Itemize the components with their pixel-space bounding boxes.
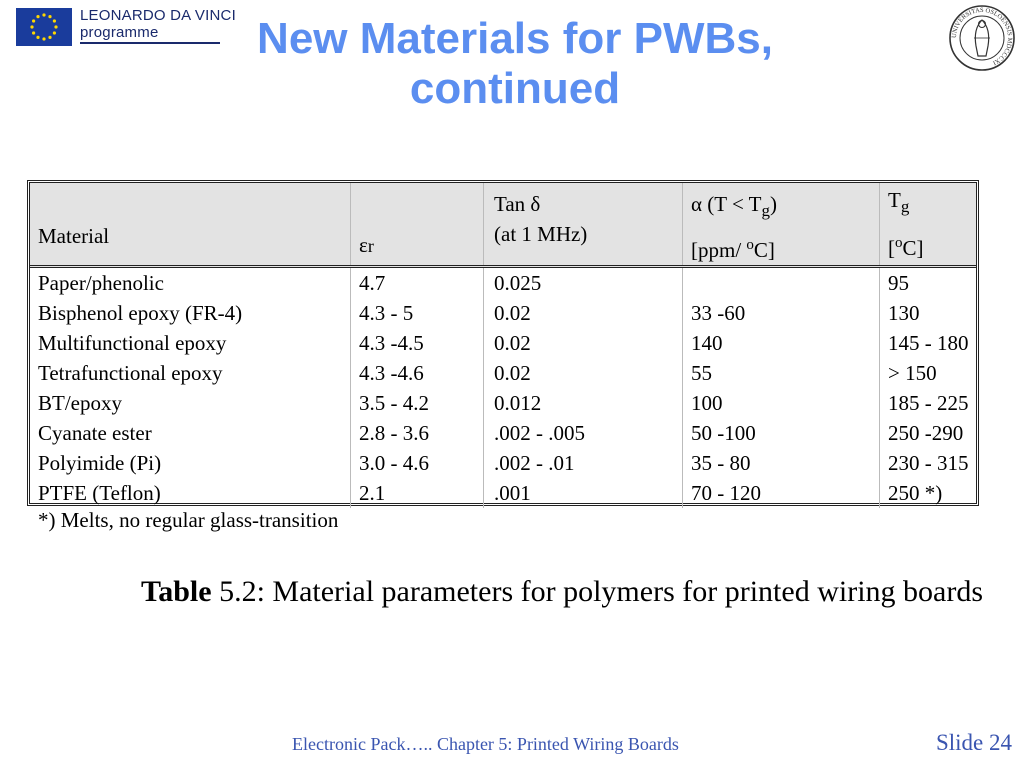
- header-alpha-line2a: [ppm/: [691, 238, 747, 263]
- cell-alpha: [683, 267, 880, 299]
- page-title: [110, 14, 920, 114]
- cell-tan-delta: 0.012: [484, 388, 683, 418]
- cell-tan-delta: 0.025: [484, 267, 683, 299]
- cell-tan-delta: .002 - .005: [484, 418, 683, 448]
- cell-er: 4.3 -4.6: [351, 358, 484, 388]
- cell-tg: 95: [880, 267, 977, 299]
- header-tg-sub: g: [900, 197, 910, 217]
- cell-tg: 230 - 315: [880, 448, 977, 478]
- materials-table: [30, 183, 976, 508]
- table-row: [30, 478, 976, 508]
- cell-er: 2.8 - 3.6: [351, 418, 484, 448]
- logo-line2: programme: [80, 24, 159, 41]
- header-tan-line1: Tan δ: [494, 192, 541, 216]
- cell-alpha: 70 - 120: [683, 478, 880, 508]
- logo-line1: LEONARDO DA VINCI: [80, 7, 236, 24]
- header-alpha-sup: o: [746, 237, 754, 254]
- header-tg-unit-a: [: [888, 236, 895, 261]
- slide-number: Slide 24: [935, 730, 1012, 755]
- eu-star-icon: [48, 15, 51, 18]
- table-row: [30, 328, 976, 358]
- header-tan-line2: (at 1 MHz): [494, 222, 588, 246]
- table-caption: [110, 572, 1014, 612]
- eu-star-icon: [42, 13, 45, 16]
- caption-text: 5.2: Material parameters for polymers for printed wiring boards: [211, 575, 984, 608]
- cell-tg: 250 *): [880, 478, 977, 508]
- cell-tg: 130: [880, 298, 977, 328]
- header-tg-unit-sup: o: [895, 235, 903, 252]
- header-er: [351, 183, 484, 267]
- university-seal-logo: [948, 4, 1016, 72]
- header-material-label: Material: [38, 224, 110, 249]
- eu-star-icon: [30, 25, 33, 28]
- cell-tg: 250 -290: [880, 418, 977, 448]
- table-row: [30, 448, 976, 478]
- cell-er: 3.0 - 4.6: [351, 448, 484, 478]
- table-row: [30, 358, 976, 388]
- cell-material: Polyimide (Pi): [38, 451, 162, 476]
- table-header-row: [30, 183, 976, 267]
- header-tg-a: T: [888, 188, 901, 212]
- cell-tg: 145 - 180: [880, 328, 977, 358]
- cell-er: 4.3 -4.5: [351, 328, 484, 358]
- footer-chapter-text: Electronic Pack….. Chapter 5: Printed Wiring Boards: [292, 734, 679, 754]
- cell-alpha: 140: [683, 328, 880, 358]
- eu-star-icon: [36, 15, 39, 18]
- cell-tg: 185 - 225: [880, 388, 977, 418]
- eu-star-icon: [32, 31, 35, 34]
- header-alpha-line1b: ): [770, 192, 777, 216]
- cell-alpha: 33 -60: [683, 298, 880, 328]
- eu-star-icon: [36, 36, 39, 39]
- header-alpha-sub: g: [761, 201, 770, 221]
- eu-star-icon: [53, 19, 56, 22]
- cell-tan-delta: 0.02: [484, 298, 683, 328]
- header-alpha-line2b: C]: [753, 238, 775, 263]
- slide-footer: [0, 730, 1024, 760]
- cell-tan-delta: .001: [484, 478, 683, 508]
- cell-tan-delta: 0.02: [484, 358, 683, 388]
- header-alpha-line1a: α (T < T: [691, 192, 762, 216]
- table-row: [30, 267, 976, 299]
- header-er-sub: r: [367, 236, 374, 257]
- cell-alpha: 35 - 80: [683, 448, 880, 478]
- eu-star-icon: [53, 31, 56, 34]
- table-footnote: *) Melts, no regular glass-transition: [38, 508, 339, 532]
- cell-er: 3.5 - 4.2: [351, 388, 484, 418]
- cell-material: Tetrafunctional epoxy: [38, 361, 223, 386]
- cell-material: Paper/phenolic: [38, 271, 164, 296]
- cell-tg: > 150: [880, 358, 977, 388]
- cell-er: 4.7: [351, 267, 484, 299]
- header-tan-delta: [484, 183, 683, 267]
- cell-material: Multifunctional epoxy: [38, 331, 227, 356]
- header-alpha: [683, 183, 880, 267]
- header-er-symbol: ε: [359, 233, 368, 258]
- cell-alpha: 50 -100: [683, 418, 880, 448]
- cell-tan-delta: 0.02: [484, 328, 683, 358]
- table-row: [30, 298, 976, 328]
- eu-star-icon: [54, 25, 57, 28]
- header-tg: [880, 183, 977, 267]
- cell-tan-delta: .002 - .01: [484, 448, 683, 478]
- cell-material: PTFE (Teflon): [38, 481, 161, 506]
- materials-table-frame: [27, 180, 979, 506]
- cell-material: Cyanate ester: [38, 421, 152, 446]
- title-line2: continued: [409, 64, 621, 113]
- cell-er: 2.1: [351, 478, 484, 508]
- header-tg-unit-b: C]: [902, 236, 924, 261]
- cell-alpha: 100: [683, 388, 880, 418]
- materials-table-body: [30, 267, 976, 509]
- cell-material: BT/epoxy: [38, 391, 122, 416]
- eu-star-icon: [48, 36, 51, 39]
- caption-bold: Table: [140, 575, 212, 608]
- table-row: [30, 418, 976, 448]
- cell-er: 4.3 - 5: [351, 298, 484, 328]
- cell-material: Bisphenol epoxy (FR-4): [38, 301, 243, 326]
- cell-alpha: 55: [683, 358, 880, 388]
- seal-text: UNIVERSITAS OSLOENSIS MDCCCXI: [950, 6, 1014, 67]
- eu-flag-logo: [16, 8, 72, 46]
- eu-star-icon: [42, 37, 45, 40]
- title-line1: New Materials for PWBs,: [257, 14, 773, 63]
- eu-star-icon: [32, 19, 35, 22]
- table-row: [30, 388, 976, 418]
- header-material: [30, 183, 351, 267]
